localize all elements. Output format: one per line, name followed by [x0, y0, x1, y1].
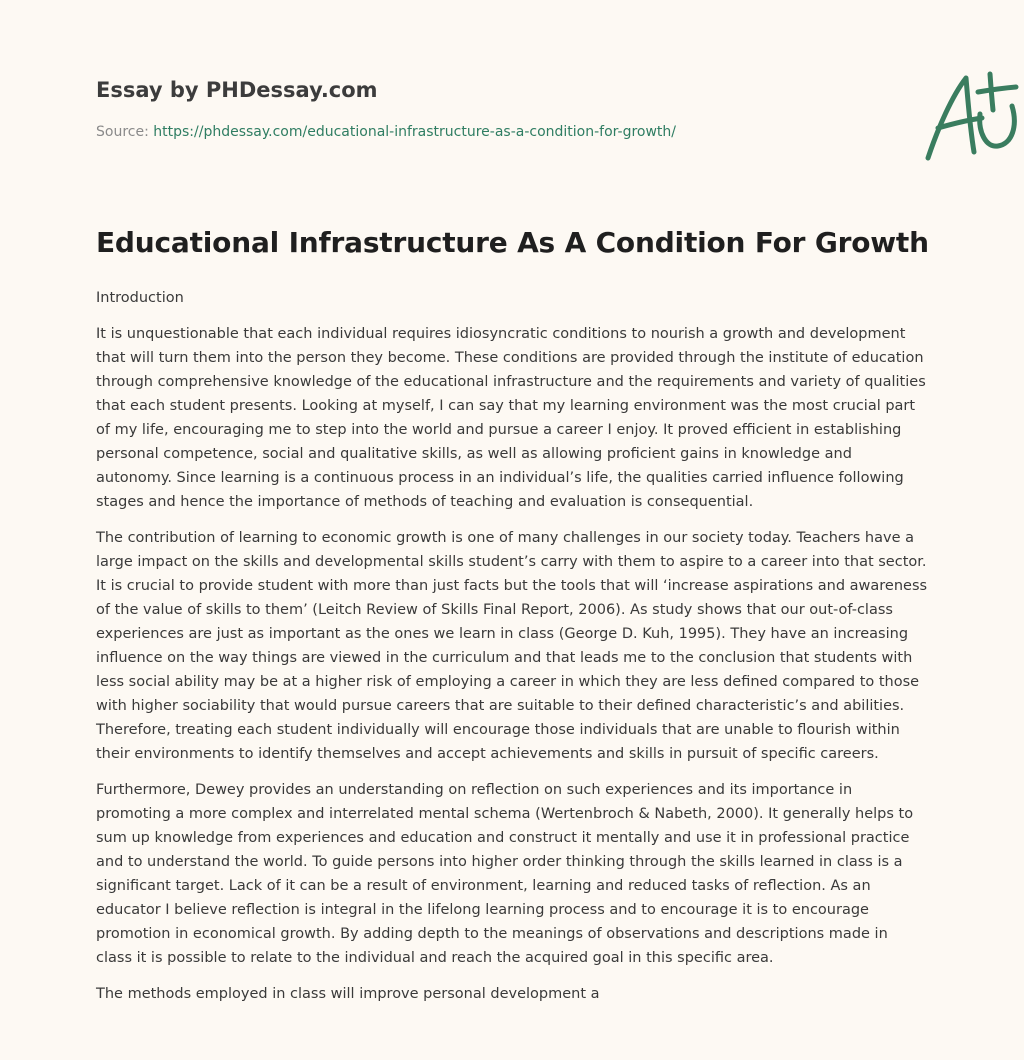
essay-paragraph: Furthermore, Dewey provides an understanding on reflection on such experiences and its importance in promoting a more complex and interrelated mental schema (Wertenbroch & Nabeth, 2000). It generally helps to sum up knowledge from experiences and education and construct it mentally and use it in professional practice and to understand the world. To guide persons into higher order thinking through the skills learned in class is a significant target. Lack of it can be a result of environment, learning and reduced tasks of reflection. As an educator I believe reflection is integral in the lifelong learning process and to encourage it is to encourage promotion in economical growth. By adding depth to the meanings of observations and descriptions made in class it is possible to relate to the individual and reach the acquired goal in this specific area.	[96, 782, 914, 966]
essay-paragraph: Introduction	[96, 290, 184, 306]
source-link[interactable]: https://phdessay.com/educational-infrastructure-as-a-condition-for-growth/	[153, 124, 677, 140]
essay-paragraph: The contribution of learning to economic growth is one of many challenges in our society today. Teachers have a large impact on the skills and developmental skills student’s carry with them to aspire to a career into that sector. It is crucial to provide student with more than just facts but the tools that will ‘increase aspirations and awareness of the value of skills to them’ (Leitch Review of Skills Final Report, 2006). As study shows that our out-of-class experiences are just as important as the ones we learn in class (George D. Kuh, 1995). They have an increasing influence on the way things are viewed in the curriculum and that leads me to the conclusion that students with less social ability may be at a higher risk of employing a career in which they are less defined compared to those with higher sociability that would pursue careers that are suitable to their defined characteristic’s and abilities. Therefore, treating each student individually will encourage those individuals that are unable to flourish within their environments to identify themselves and accept achievements and skills in pursuit of specific careers.	[96, 530, 928, 762]
a-plus-logo-icon	[916, 66, 1024, 166]
essay-paragraph: The methods employed in class will improve personal development a	[96, 986, 600, 1002]
essay-paragraph: It is unquestionable that each individual requires idiosyncratic conditions to nourish a growth and development that will turn them into the person they become. These conditions are provided through the institute of education through comprehensive knowledge of the educational infrastructure and the requirements and variety of qualities that each student presents. Looking at myself, I can say that my learning environment was the most crucial part of my life, encouraging me to step into the world and pursue a career I enjoy. It proved efficient in establishing personal competence, social and qualitative skills, as well as allowing proficient gains in knowledge and autonomy. Since learning is a continuous process in an individual’s life, the qualities carried influence following stages and hence the importance of methods of teaching and evaluation is consequential.	[96, 326, 926, 510]
essay-body	[96, 286, 928, 1018]
source-label: Source:	[96, 124, 154, 140]
essay-title: Educational Infrastructure As A Condition For Growth	[96, 226, 929, 259]
site-name: Essay by PHDessay.com	[96, 78, 378, 102]
source-line	[96, 124, 676, 140]
